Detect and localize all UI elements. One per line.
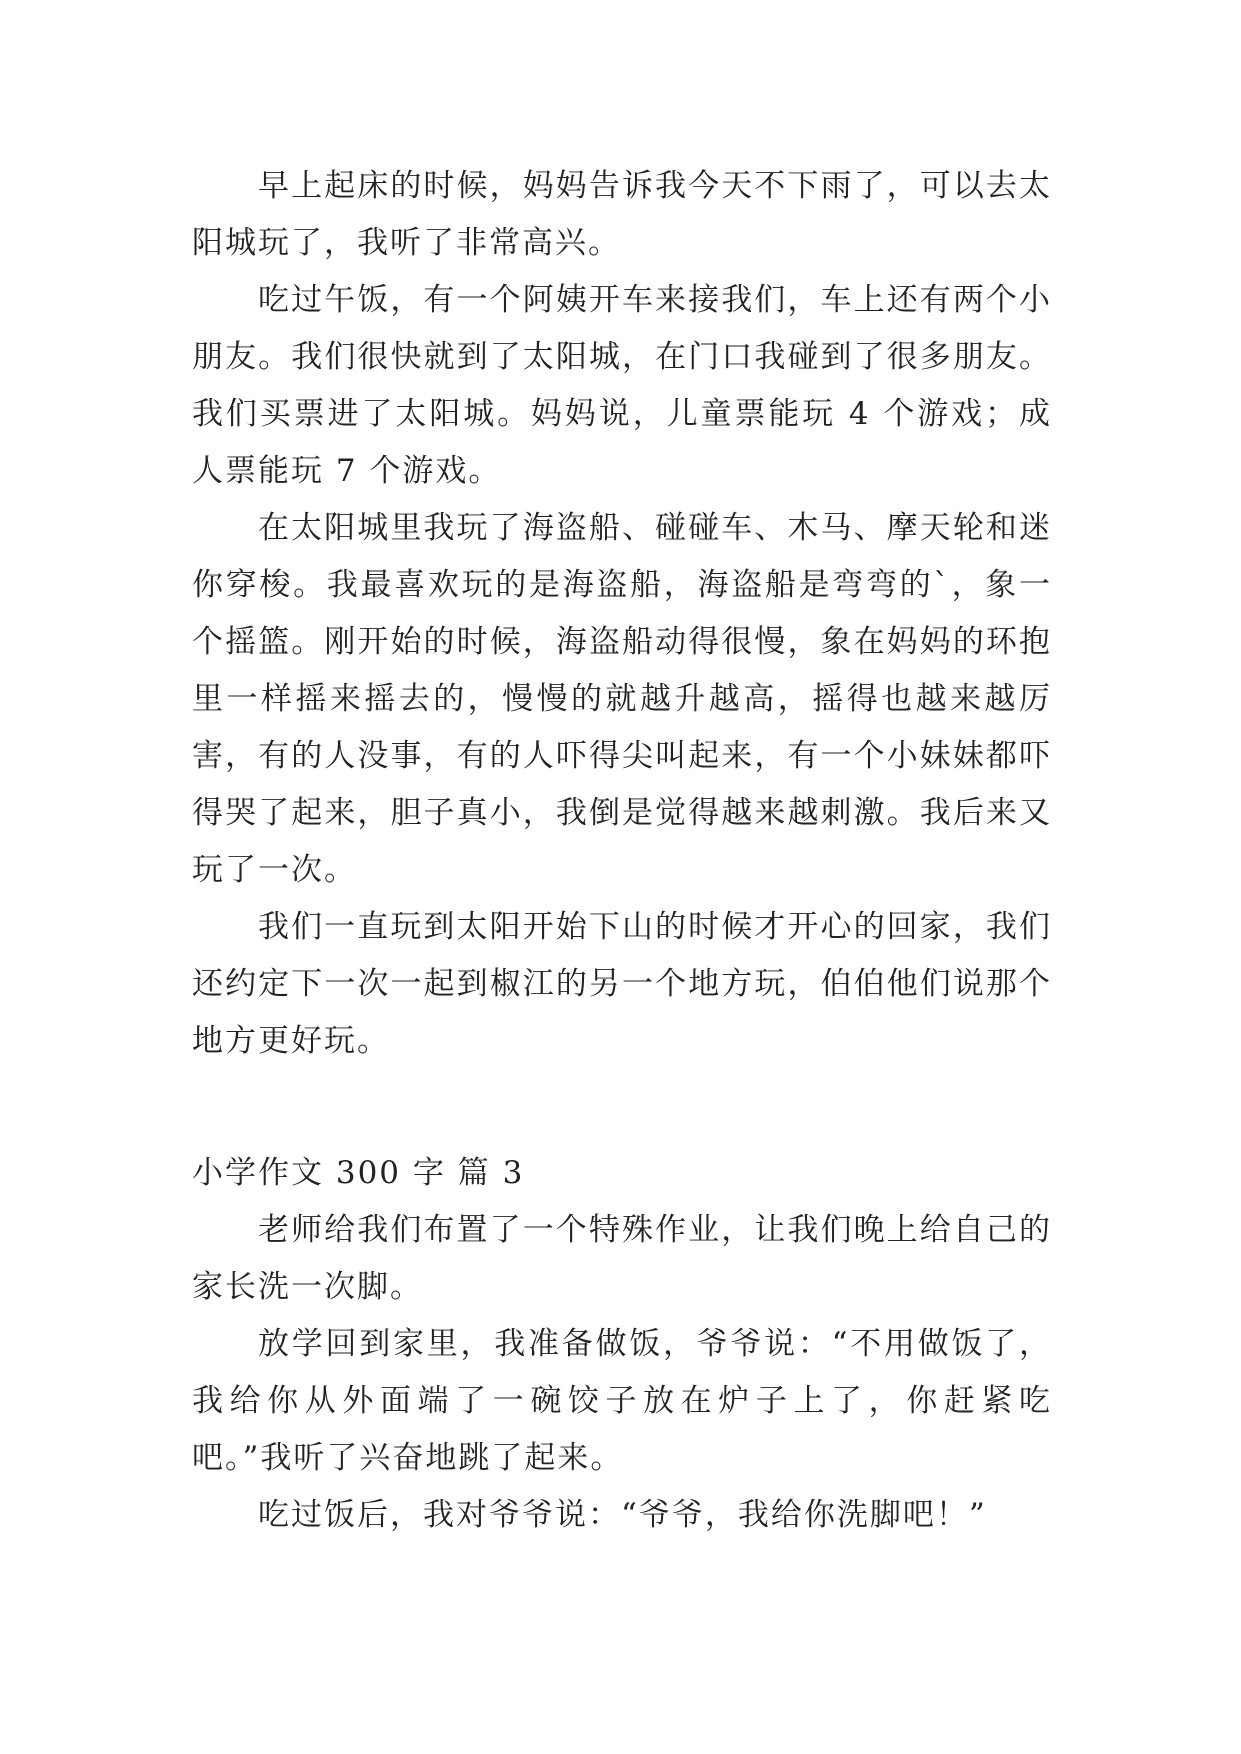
paragraph: 吃过午饭，有一个阿姨开车来接我们，车上还有两个小朋友。我们很快就到了太阳城，在门口我碰到了很多朋友。我们买票进了太阳城。妈妈说，儿童票能玩 4 个游戏；成人票能玩 7 个游戏。	[192, 282, 1052, 489]
paragraph: 老师给我们布置了一个特殊作业，让我们晚上给自己的家长洗一次脚。	[192, 1212, 1052, 1305]
essay-section-3	[192, 1145, 1052, 1544]
paragraph: 我们一直玩到太阳开始下山的时候才开心的回家，我们还约定下一次一起到椒江的另一个地方玩，伯伯他们说那个地方更好玩。	[192, 909, 1052, 1059]
paragraph: 早上起床的时候，妈妈告诉我今天不下雨了，可以去太阳城玩了，我听了非常高兴。	[192, 168, 1052, 261]
paragraph: 放学回到家里，我准备做饭，爷爷说：“不用做饭了，我给你从外面端了一碗饺子放在炉子上了，你赶紧吃吧。”我听了兴奋地跳了起来。	[192, 1326, 1052, 1476]
paragraph: 在太阳城里我玩了海盗船、碰碰车、木马、摩天轮和迷你穿梭。我最喜欢玩的是海盗船，海盗船是弯弯的`，象一个摇篮。刚开始的时候，海盗船动得很慢，象在妈妈的环抱里一样摇来摇去的，慢慢的就越升越高，摇得也越来越厉害，有的人没事，有的人吓得尖叫起来，有一个小妹妹都吓得哭了起来，胆子真小，我倒是觉得越来越刺激。我后来又玩了一次。	[192, 510, 1052, 888]
section-heading: 小学作文 300 字 篇 3	[192, 1155, 525, 1191]
paragraph: 吃过饭后，我对爷爷说：“爷爷，我给你洗脚吧！”	[258, 1497, 987, 1533]
essay-body-part-1	[192, 158, 1052, 1070]
